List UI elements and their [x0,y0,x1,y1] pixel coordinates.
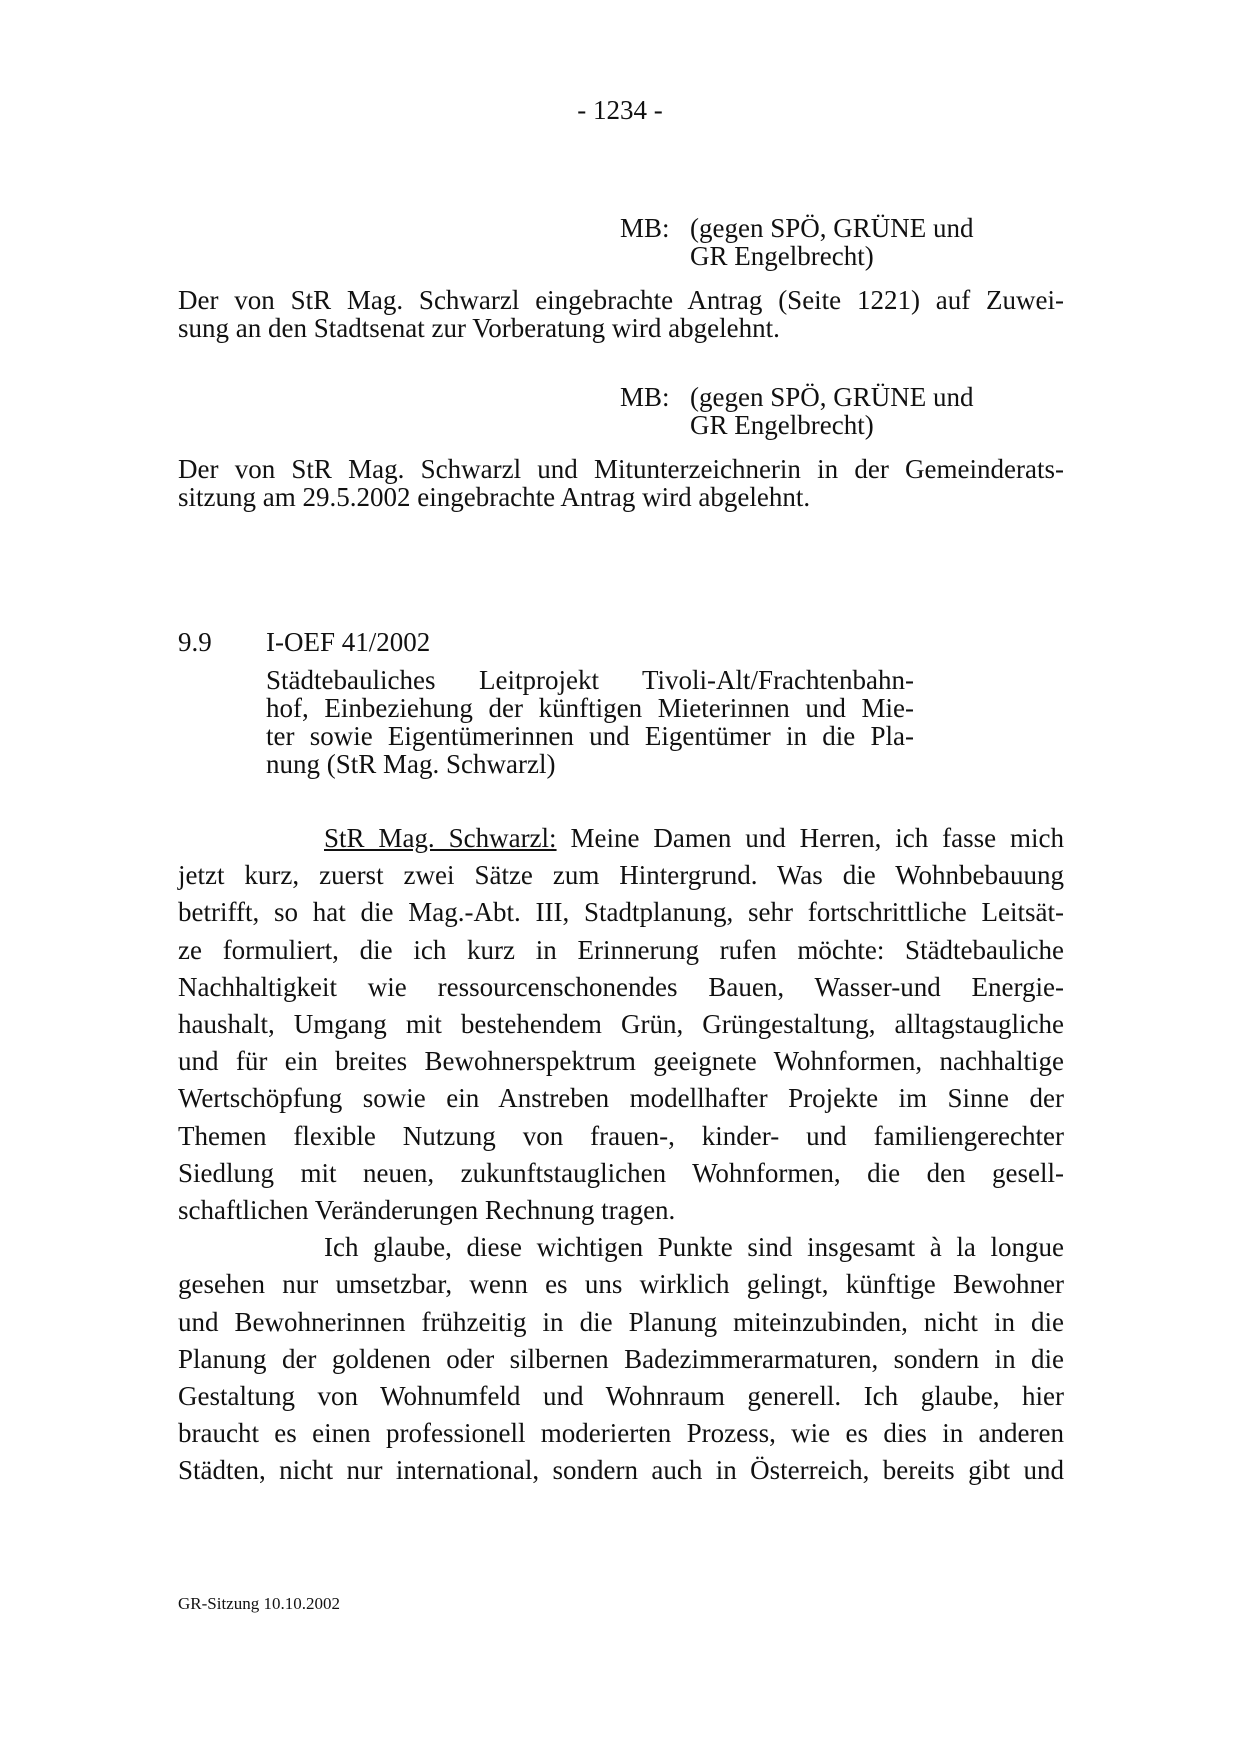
mb-note-2 [620,383,974,439]
mb-label: MB: [620,213,670,243]
resolution-line: Der von StR Mag. Schwarzl und Mitunterzeichnerin in der Gemeinderats- [178,454,1064,484]
speech-line: Planung der goldenen oder silbernen Badezimmerarmaturen, sondern in die [178,1343,1064,1374]
page-number: - 1234 - [577,95,663,125]
speaker-name: StR Mag. Schwarzl: [324,823,557,853]
resolution-line: sung an den Stadtsenat zur Vorberatung wird abgelehnt. [178,313,780,343]
mb-vote-line: GR Engelbrecht) [690,410,874,440]
speech-line: betrifft, so hat die Mag.-Abt. III, Stadtplanung, sehr fortschrittliche Leitsät- [178,897,1064,928]
speech-line: Nachhaltigkeit wie ressourcenschonendes Bauen, Wasser-und Energie- [178,971,1064,1002]
speech-line: Themen flexible Nutzung von frauen-, kinder- und familiengerechter [178,1120,1064,1151]
speech-line [178,820,1064,857]
speech-line: Wertschöpfung sowie ein Anstreben modellhafter Projekte im Sinne der [178,1083,1064,1114]
mb-vote-line: (gegen SPÖ, GRÜNE und [690,213,974,243]
agenda-title-line: hof, Einbeziehung der künftigen Mieterinnen und Mie- [266,693,914,723]
page-footer: GR-Sitzung 10.10.2002 [178,1594,340,1613]
agenda-item-code: I-OEF 41/2002 [266,627,431,657]
speech-text: Meine Damen und Herren, ich fasse mich [570,823,1065,853]
resolution-2 [178,455,1064,511]
mb-vote-line: (gegen SPÖ, GRÜNE und [690,382,974,412]
agenda-title-line: nung (StR Mag. Schwarzl) [266,749,556,779]
mb-label: MB: [620,382,670,412]
resolution-line: Der von StR Mag. Schwarzl eingebrachte Antrag (Seite 1221) auf Zuwei- [178,285,1064,315]
speech-line: jetzt kurz, zuerst zwei Sätze zum Hintergrund. Was die Wohnbebauung [178,860,1064,891]
speech-line: und Bewohnerinnen frühzeitig in die Planung miteinzubinden, nicht in die [178,1306,1064,1337]
speech-line: Gestaltung von Wohnumfeld und Wohnraum generell. Ich glaube, hier [178,1381,1064,1412]
agenda-title-line: Städtebauliches Leitprojekt Tivoli-Alt/Frachtenbahn- [266,665,914,695]
speech-line: ze formuliert, die ich kurz in Erinnerung rufen möchte: Städtebauliche [178,934,1064,965]
mb-vote-line: GR Engelbrecht) [690,241,874,271]
resolution-1 [178,286,1064,342]
resolution-line: sitzung am 29.5.2002 eingebrachte Antrag wird abgelehnt. [178,482,811,512]
mb-note-1 [620,214,974,270]
speech-body [178,820,1064,1490]
speech-line: braucht es einen professionell moderierten Prozess, wie es dies in anderen [178,1418,1064,1449]
speech-line: gesehen nur umsetzbar, wenn es uns wirklich gelingt, künftige Bewohner [178,1269,1064,1300]
agenda-item-number: 9.9 [178,627,212,657]
speech-line: Siedlung mit neuen, zukunftstauglichen Wohnformen, die den gesell- [178,1157,1064,1188]
speech-line: schaftlichen Veränderungen Rechnung tragen. [178,1195,676,1226]
speech-line: haushalt, Umgang mit bestehendem Grün, Grüngestaltung, alltagstaugliche [178,1009,1064,1040]
speech-line: und für ein breites Bewohnerspektrum geeignete Wohnformen, nachhaltige [178,1046,1064,1077]
agenda-title-line: ter sowie Eigentümerinnen und Eigentümer in die Pla- [266,721,914,751]
agenda-item-title [266,666,914,778]
speech-line: Ich glaube, diese wichtigen Punkte sind insgesamt à la longue [324,1232,1064,1263]
speech-line: Städten, nicht nur international, sondern auch in Österreich, bereits gibt und [178,1455,1064,1486]
